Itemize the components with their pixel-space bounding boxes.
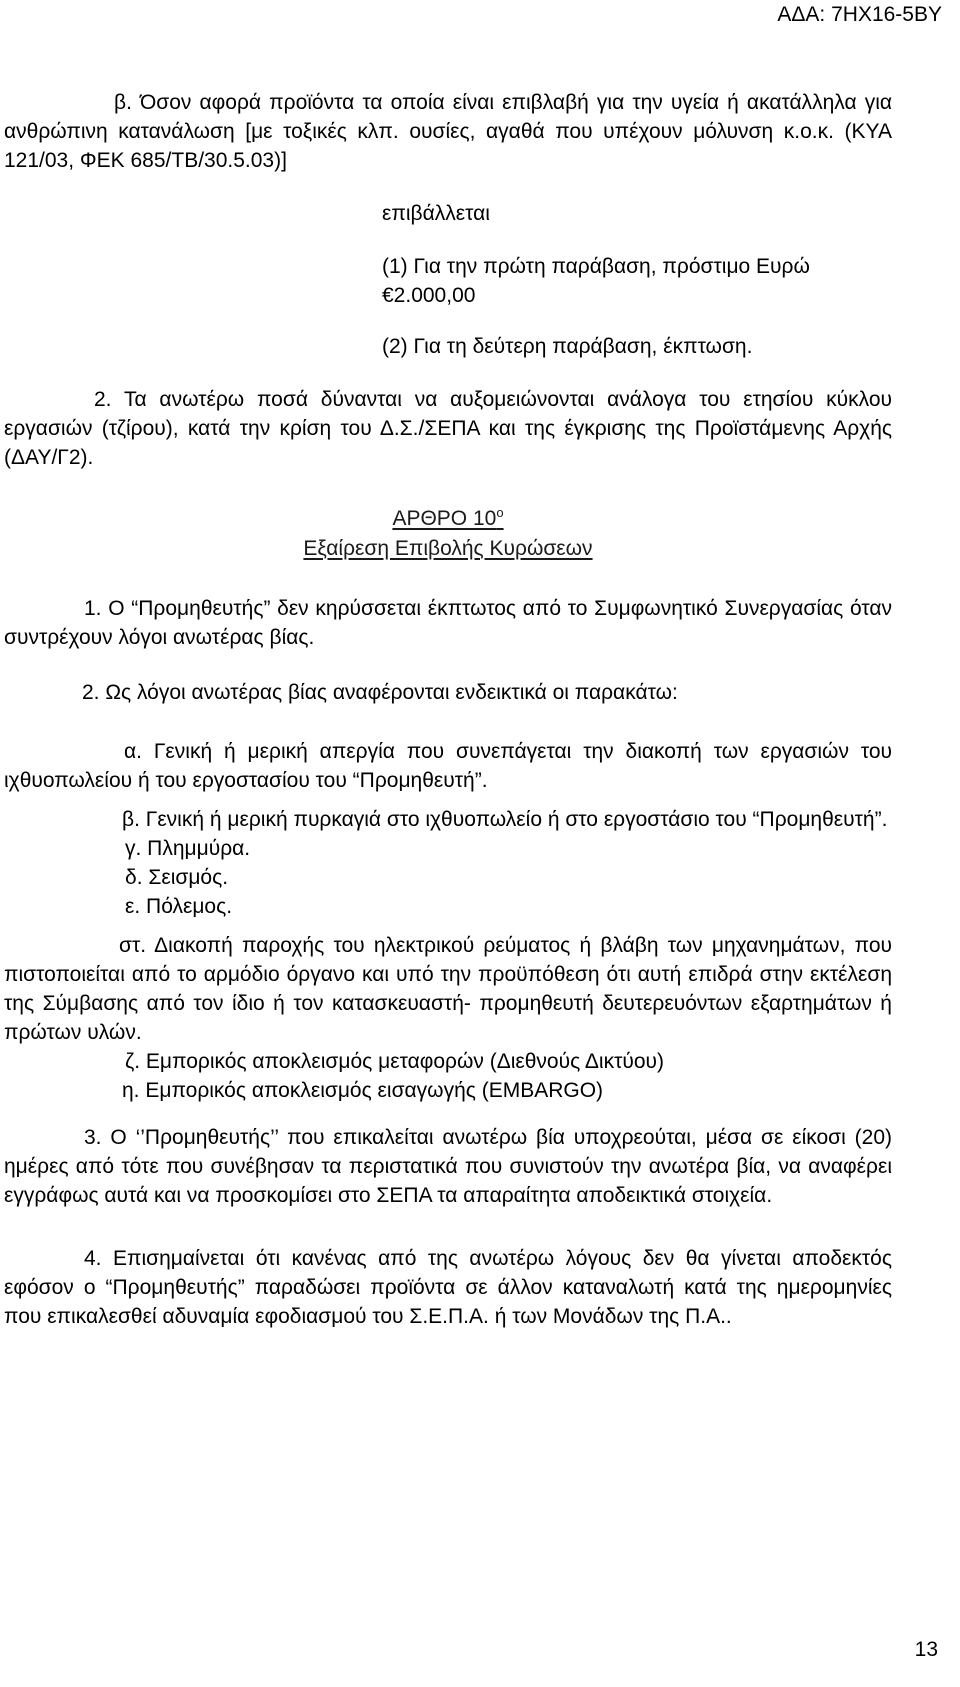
paragraph-epivalletai: επιβάλλεται xyxy=(382,202,490,225)
clause-eta: η. Εμπορικός αποκλεισμός εισαγωγής (EMBARGO) xyxy=(122,1079,604,1102)
article-heading xyxy=(4,498,892,564)
ada-code: ΑΔΑ: 7ΗΧ16-5ΒΥ xyxy=(777,3,942,26)
document-body xyxy=(4,88,892,1331)
clause-alpha: α. Γενική ή μερική απεργία που συνεπάγεται την διακοπή των εργασιών του ιχθυοπωλείου ή του εργοστασίου του “Προμηθευτή”. xyxy=(4,740,892,792)
paragraph-b-products: β. Όσον αφορά προϊόντα τα οποία είναι επιβλαβή για την υγεία ή ακατάλληλα για ανθρώπινη κατανάλωση [με τοξικές κλπ. ουσίες, αγαθά που υπέχουν μόλυνση κ.ο.κ. (ΚΥΑ 121/03, ΦΕΚ 685/ΤΒ/30.5.03)] xyxy=(4,91,892,172)
paragraph-second-violation: (2) Για τη δεύτερη παράβαση, έκπτωση. xyxy=(382,335,753,358)
clause-stigma: στ. Διακοπή παροχής του ηλεκτρικού ρεύματος ή βλάβη των μηχανημάτων, που πιστοποιείται από το αρμόδιο όργανο και υπό την προϋπόθεση ότι αυτή επιδρά στην εκτέλεση της Σύμβασης από τον ίδιο ή τον κατασκευαστή- προμηθευτή δευτερευόντων εξαρτημάτων ή πρώτων υλών. xyxy=(4,934,892,1044)
clause-gamma: γ. Πλημμύρα. xyxy=(125,837,251,860)
clause-beta: β. Γενική ή μερική πυρκαγιά στο ιχθυοπωλείο ή στο εργοστάσιο του “Προμηθευτή”. xyxy=(122,808,888,831)
clause-epsilon: ε. Πόλεμος. xyxy=(125,895,233,918)
clause-4: 4. Επισημαίνεται ότι κανένας από της ανωτέρω λόγους δεν θα γίνεται αποδεκτός εφόσον ο “Προμηθευτής” παραδώσει προϊόντα σε άλλον καταναλωτή κατά της ημερομηνίες που επικαλεσθεί αδυναμία εφοδιασμού του Σ.Ε.Π.Α. ή των Μονάδων της Π.Α.. xyxy=(4,1247,892,1328)
paragraph-first-violation: (1) Για την πρώτη παράβαση, πρόστιμο Ευρώ €2.000,00 xyxy=(382,255,810,307)
clause-1: 1. Ο “Προμηθευτής” δεν κηρύσσεται έκπτωτος από το Συμφωνητικό Συνεργασίας όταν συντρέχουν λόγοι ανωτέρας βίας. xyxy=(4,597,892,649)
article-subtitle: Εξαίρεση Επιβολής Κυρώσεων xyxy=(303,537,593,560)
paragraph-item2-amounts: 2. Τα ανωτέρω ποσά δύνανται να αυξομειώνονται ανάλογα του ετησίου κύκλου εργασιών (τζίρου), κατά την κρίση του Δ.Σ./ΣΕΠΑ και της έγκρισης της Προϊστάμενης Αρχής (ΔΑΥ/Γ2). xyxy=(4,388,892,469)
clause-zeta: ζ. Εμπορικός αποκλεισμός μεταφορών (Διεθνούς Δικτύου) xyxy=(125,1050,665,1073)
clause-2: 2. Ως λόγοι ανωτέρας βίας αναφέρονται ενδεικτικά οι παρακάτω: xyxy=(82,681,678,704)
clause-delta: δ. Σεισμός. xyxy=(125,866,229,889)
article-title: ΑΡΘΡΟ $10^o$ xyxy=(392,505,504,530)
clause-3: 3. Ο ‘’Προμηθευτής’’ που επικαλείται ανωτέρω βία υποχρεούται, μέσα σε είκοσι (20) ημέρες από τότε που συνέβησαν τα περιστατικά που συνιστούν την ανωτέρα βία, να αναφέρει εγγράφως αυτά και να προσκομίσει στο ΣΕΠΑ τα απαραίτητα αποδεικτικά στοιχεία. xyxy=(4,1126,892,1207)
page-number: 13 xyxy=(914,1638,938,1661)
